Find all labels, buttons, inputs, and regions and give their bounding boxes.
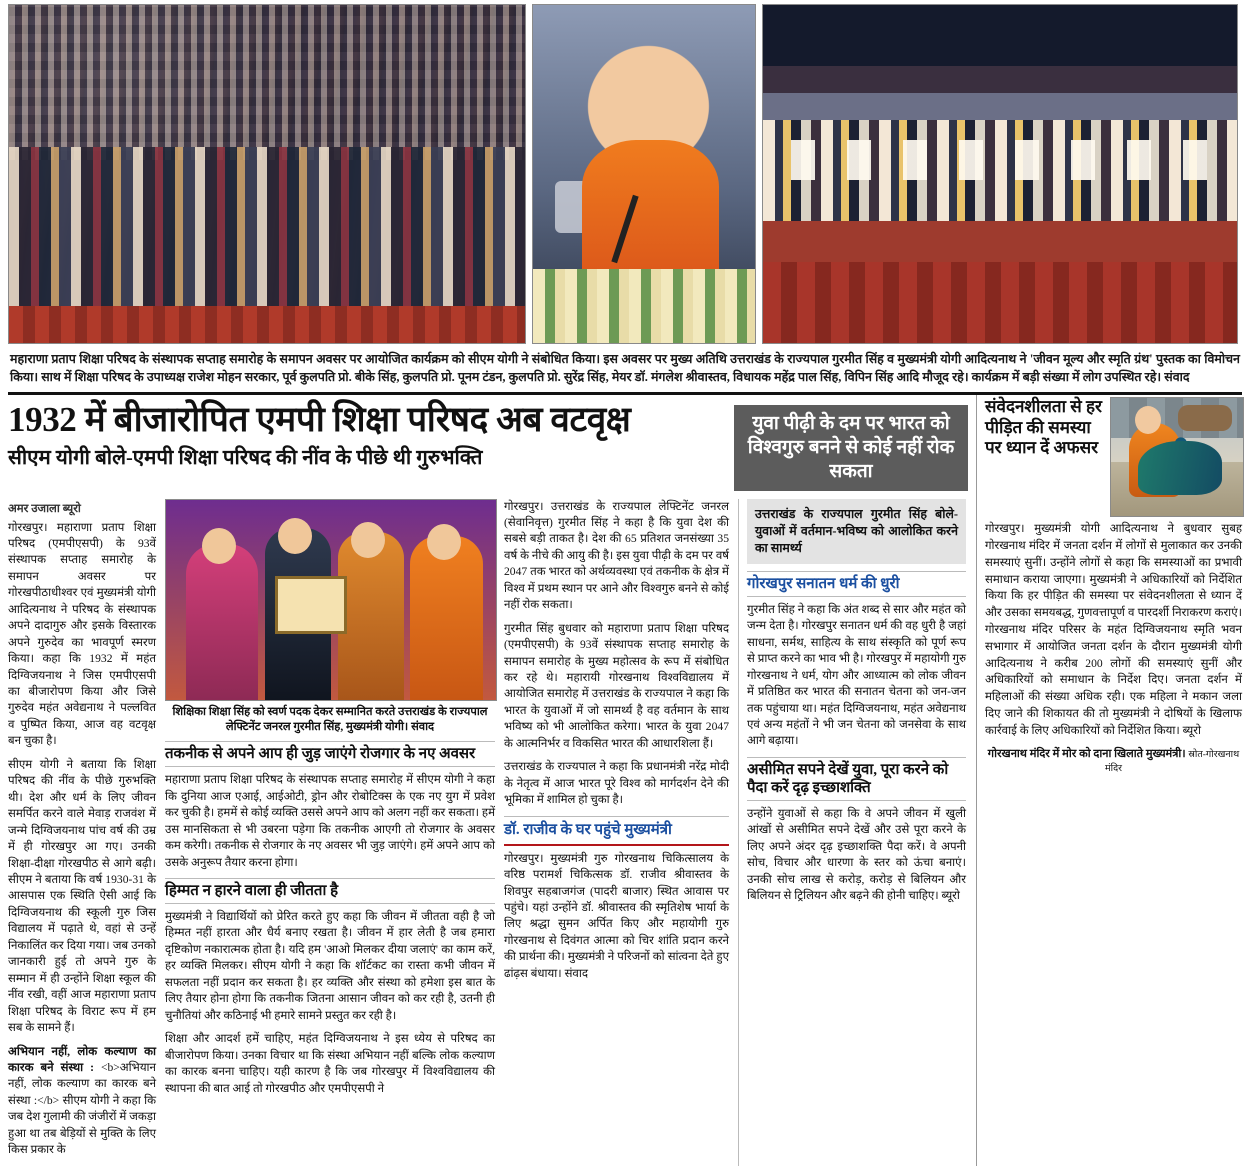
deer-icon bbox=[1178, 405, 1232, 431]
page-headline: 1932 में बीजारोपित एमपी शिक्षा परिषद अब वटवृक्ष bbox=[8, 400, 631, 440]
peacock-icon bbox=[1138, 441, 1222, 495]
left-zone bbox=[8, 395, 968, 1165]
photo-strip-caption: महाराणा प्रताप शिक्षा परिषद के संस्थापक सप्ताह समारोह के समापन अवसर पर आयोजित कार्यक्रम को सीएम योगी ने संबोधित किया। इस अवसर पर मुख्य अतिथि उत्तराखंड के राज्यपाल गुरमीत सिंह व मुख्यमंत्री योगी आदित्यनाथ ने 'जीवन मूल्य और स्मृति ग्रंथ' पुस्तक का विमोचन किया। साथ में शिक्षा परिषद के उपाध्यक्ष राजेश मोहन सरकार, पूर्व कुलपति प्रो. बीके सिंह, कुलपति प्रो. पूनम टंडन, कुलपति प्रो. सुरेंद्र सिंह, मेयर डॉ. मंगलेश श्रीवास्तव, विधायक महेंद्र पाल सिंह, विपिन सिंह आदि मौजूद रहे। कार्यक्रम में बड़ी संख्या में लोग उपस्थित रहे। संवाद bbox=[10, 352, 1240, 385]
banner-headline: युवा पीढ़ी के दम पर भारत को विश्वगुरु बनने से कोई नहीं रोक सकता bbox=[734, 405, 968, 490]
c4-section-2-head: असीमित सपने देखें युवा, पूरा करने को पैदा करें दृढ़ इच्छाशक्ति bbox=[747, 757, 966, 801]
c1-para-3: अभियान नहीं, लोक कल्याण का कारक बने संस्था : <b>अभियान नहीं, लोक कल्याण का कारक बने संस्था :</b> सीएम योगी ने कहा कि जब देश गुलामी की जंजीरों में जकड़ा हुआ था तब बेड़ियों से मुक्ति के लिए किस प्रकार के bbox=[8, 1044, 156, 1157]
audience-hall-photo bbox=[8, 4, 526, 344]
c4-section-1-para: गुरमीत सिंह ने कहा कि अंत शब्द से सार और महंत को जन्म देता है। गोरखपुर सनातन धर्म की वह धुरी है जहां साधना, सर्मथ, साहित्य के साथ संस्कृति को पूर्ण रूप से प्राप्त करने का भाव भी है। गोरखपुर में महायोगी गुरु गोरखनाथ ने धर्म, योग और आध्यात्म को लोक जीवन में प्रतिष्ठित कर भारत की सनातन चेतना को जन-जन तक पहुंचाया था। महंत दिग्विजयनाथ, महंत अवेद्यनाथ एवं अन्य महंतों ने भी जन चेतना को जनसेवा के साथ आगे बढ़ाया। bbox=[747, 602, 966, 748]
c3-para-3: उत्तराखंड के राज्यपाल ने कहा कि प्रधानमंत्री नरेंद्र मोदी के नेतृत्व में आज भारत पूरे विश्व को मार्गदर्शन देने की भूमिका में शामिल हो चुका है। bbox=[504, 760, 729, 807]
c3-section-para: गोरखपुर। मुख्यमंत्री गुरु गोरखनाथ चिकित्सालय के वरिष्ठ परामर्श चिकित्सक डॉ. राजीव श्रीवास्तव के शिवपुर सहबाजगंज (पादरी बाजार) स्थित आवास पर पहुंचे। यहां उन्होंने डॉ. श्रीवास्तव की स्मृतिशेष भार्या के लिए श्रद्धा सुमन अर्पित किए और महायोगी गुरु गोरखनाथ से दिवंगत आत्मा को चिर शांति प्रदान करने की प्रार्थना की। मुख्यमंत्री ने परिजनों को सांत्वना देते हुए ढांढ़स बंधाया। संवाद bbox=[504, 851, 729, 980]
c1-para-2: सीएम योगी ने बताया कि शिक्षा परिषद की नींव के पीछे गुरुभक्ति थी। देश और धर्म के लिए जीवन समर्पित करने वाले मेवाड़ राजवंश में जन्मे दिग्विजयनाथ पांच वर्ष की उम्र में ही गोरखपुर आ गए। उनकी शिक्षा-दीक्षा गोरखपीठ से आगे बढ़ी। सीएम ने बताया कि वर्ष 1930-31 के आसपास एक स्थिति ऐसी आई कि दिग्विजयनाथ की स्कूली गुरु जिस विद्यालय में पढ़ाते थे, वहां से उन्हें निकालिंत कर दिया गया। जब उनको जानकारी हुई तो अपने गुरु के सम्मान में ही उन्होंने शिक्षा स्कूल की नींव रखी, वहीं आज महाराणा प्रताप शिक्षा परिषद के विराट रूप में हम सब के सामने हैं। bbox=[8, 757, 156, 1035]
mid-photo-caption: शिक्षिका शिक्षा सिंह को स्वर्ण पदक देकर सम्मानित करते उत्तराखंड के राज्यपाल लेफ्टिनेंट जनरल गुरमीत सिंह, मुख्यमंत्री योगी। संवाद bbox=[172, 705, 488, 733]
right-para-1: गोरखपुर। मुख्यमंत्री योगी आदित्यनाथ ने बुधवार सुबह गोरखनाथ मंदिर में जनता दर्शन में लोगों से मुलाकात कर उनकी समस्याएं सुनीं। उन्होंने लोगों से कहा कि समस्याओं का प्रभावी समाधान कराया जाएगा। मुख्यमंत्री ने अधिकारियों को निर्देशित किया कि हर पीड़ित की समस्या पर संवेदनशीलता से ध्यान दें और उसका समयबद्ध, गुणवत्तापूर्ण व पारदर्शी निराकरण कराएं। गोरखनाथ मंदिर परिसर के महंत दिग्विजयनाथ स्मृति भवन सभागार में आयोजित जनता दर्शन के दौरान मुख्यमंत्री योगी आदित्यनाथ ने करीब 200 लोगों की समस्याएं सुनीं और अधिकारियों को समाधान के निर्देश दिए। जनता दर्शन में महिलाओं की संख्या अधिक रही। एक महिला ने मकान जला दिए जाने की शिकायत की तो मुख्यमंत्री ने दोषियों के खिलाफ कार्रवाई के लिए अधिकारियों को निर्देशित किया। ब्यूरो bbox=[985, 522, 1242, 737]
column-4 bbox=[738, 499, 966, 1166]
book-icon bbox=[791, 140, 1208, 180]
award-frame-icon bbox=[275, 576, 347, 634]
c3-para-1: गोरखपुर। उत्तराखंड के राज्यपाल लेफ्टिनेंट जनरल (सेवानिवृत्त) गुरमीत सिंह ने कहा है कि युवा देश की सबसे बड़ी ताकत है। देश की 65 प्रतिशत जनसंख्या 35 वर्ष के नीचे की आयु की है। इस युवा पीढ़ी के दम पर वर्ष 2047 तक भारत को अर्थव्यवस्था एवं तकनीक के क्षेत्र में विश्व में प्रथम स्थान पर आने और विश्वगुरु बनने से कोई नहीं रोक सकता। bbox=[504, 499, 729, 612]
c4-section-1-head: गोरखपुर सनातन धर्म की धुरी bbox=[747, 571, 966, 597]
gold-medal-ceremony-photo bbox=[165, 499, 497, 701]
c2-section-2-para-1: मुख्यमंत्री ने विद्यार्थियों को प्रेरित करते हुए कहा कि जीवन में जीतता वही है जो हिम्मत नहीं हारता और धैर्य बनाए रखता है। जीवन में हार लेती है जब हमारा दृष्टिकोण नकारात्मक होता है। यदि हम 'आओ मिलकर दीया जलाएं' का काम करें, हर व्यक्ति मिलकर। सीएम योगी ने कहा कि शॉर्टकट का रास्ता कभी जीवन में सफलता नहीं प्रदान कर सकता है। हर व्यक्ति और संस्था को हमेशा इस बात के लिए तैयार होना होगा कि तकनीक जितना आसान जीवन को कर रही है, उतनी ही चुनौतियां और कठिनाई भी हमारे सामने प्रस्तुत कर रही है। bbox=[165, 910, 495, 1022]
c3-section-head: डॉ. राजीव के घर पहुंचे मुख्यमंत्री bbox=[504, 816, 729, 839]
right-caption-credit: स्रोत-गोरखनाथ मंदिर bbox=[1104, 749, 1240, 775]
c1-para-3-text: <b>अभियान नहीं, लोक कल्याण का कारक बने संस्था :</b> सीएम योगी ने कहा कि जब देश गुलामी की जंजीरों में जकड़ा हुआ था तब बेड़ियों से मुक्ति के लिए किस प्रकार के bbox=[8, 1061, 156, 1157]
page-subhead: सीएम योगी बोले-एमपी शिक्षा परिषद की नींव के पीछे थी गुरुभक्ति bbox=[8, 447, 483, 470]
c2-section-1-head: तकनीक से अपने आप ही जुड़ जाएंगे रोजगार के नए अवसर bbox=[165, 741, 495, 767]
right-headline: संवेदनशीलता से हर पीड़ित की समस्या पर ध्यान दें अफसर bbox=[985, 397, 1102, 458]
c4-section-2-para: उन्होंने युवाओं से कहा कि वे अपने जीवन में खुली आंखों से असीमित सपने देखें और उसे पूरा करने के लिए अपने अंदर दृढ़ इच्छाशक्ति पैदा करें। वे अपनी सोच, विचार और धारणा के स्तर को ऊंचा बनाएं। उनकी सोच लाख से करोड़, करोड़ से बिलियन और बिलियन से ट्रिलियन और बढ़ने की होनी चाहिए। ब्यूरो bbox=[747, 806, 966, 903]
right-caption-text: गोरखनाथ मंदिर में मोर को दाना खिलाते मुख्यमंत्री। bbox=[987, 747, 1186, 760]
book-release-stage-photo bbox=[762, 4, 1238, 344]
cm-yogi-speech-photo bbox=[532, 4, 756, 344]
column-3 bbox=[504, 499, 729, 1166]
c2-section-2-para-2: शिक्षा और आदर्श हमें चाहिए, महंत दिग्विजयनाथ ने इस ध्येय से परिषद का बीजारोपण किया। उनका विचार था कि संस्था अभियान नहीं बल्कि लोक कल्याण का कारक बनना चाहिए। यही कारण है कि जब गोरखपुर में विश्वविद्यालय की स्थापना की बात आई तो गोरखपीठ और एमपीएसपी ने bbox=[165, 1032, 495, 1095]
article-body bbox=[0, 395, 1250, 1165]
c3-para-2: गुरमीत सिंह बुधवार को महाराणा प्रताप शिक्षा परिषद (एमपीएसपी) के 93वें संस्थापक सप्ताह समारोह के समापन समारोह के मुख्य महोत्सव के रूप में संबोधित कर रहे थे। महारायी गोरखनाथ विश्वविद्यालय में आयोजित समारोह में उत्तराखंड के राज्यपाल ने कहा कि भारत के युवाओं में जो सामर्थ्य है वह वर्तमान के साथ भविष्य को भी आलोकित करेगा। भारत के युवा 2047 के आत्मनिर्भर व विकसित भारत की आधारशिला हैं। bbox=[504, 621, 729, 750]
red-divider bbox=[504, 844, 729, 846]
c4-highlight-box: उत्तराखंड के राज्यपाल गुरमीत सिंह बोले-युवाओं में वर्तमान-भविष्य को आलोकित करने का सामर्थ्य bbox=[747, 499, 966, 564]
right-photo-caption bbox=[985, 747, 1242, 776]
photo-strip bbox=[0, 0, 1250, 344]
c2-section-2-head: हिम्मत न हारने वाला ही जीतता है bbox=[165, 878, 495, 904]
yogi-feeding-peacock-photo bbox=[1110, 397, 1244, 517]
c2-section-1-para: महाराणा प्रताप शिक्षा परिषद के संस्थापक सप्ताह समारोह में सीएम योगी ने कहा कि दुनिया आज एआई, आईओटी, ड्रोन और रोबोटिक्स के एक नए युग में प्रवेश कर चुकी है। हममें से कोई व्यक्ति उससे अपने आप को अलग नहीं कर सकता। हमें उस मानसिकता से भी उबरना पड़ेगा कि तकनीक आएगी तो रोजगार के अवसर कम करेगी। तकनीक से रोजगार के नए अवसर भी जुड़ जाएंगे। हमें अपने आप को उसके अनुरूप तैयार करना होगा। bbox=[165, 773, 495, 869]
column-1 bbox=[8, 499, 156, 1166]
c1-para-1: गोरखपुर। महाराणा प्रताप शिक्षा परिषद (एमपीएसपी) के 93वें संस्थापक सप्ताह समारोह के समापन अवसर पर गोरखपीठाधीश्वर एवं मुख्यमंत्री योगी आदित्यनाथ ने परिषद के संस्थापक अपने दादागुरु और इसके विस्तारक अपने गुरुदेव का भावपूर्ण स्मरण किया। कहा कि 1932 में महंत दिग्विजयनाथ ने जिस एमपीएसपी का बीजारोपण किया और जिसे गुरुदेव महंत अवेद्यनाथ ने पल्लवित व पुष्पित किया, आज वह वटवृक्ष बन चुका है। bbox=[8, 520, 156, 748]
column-2 bbox=[165, 499, 495, 1166]
right-zone bbox=[976, 395, 1242, 1165]
byline: अमर उजाला ब्यूरो bbox=[8, 502, 81, 515]
